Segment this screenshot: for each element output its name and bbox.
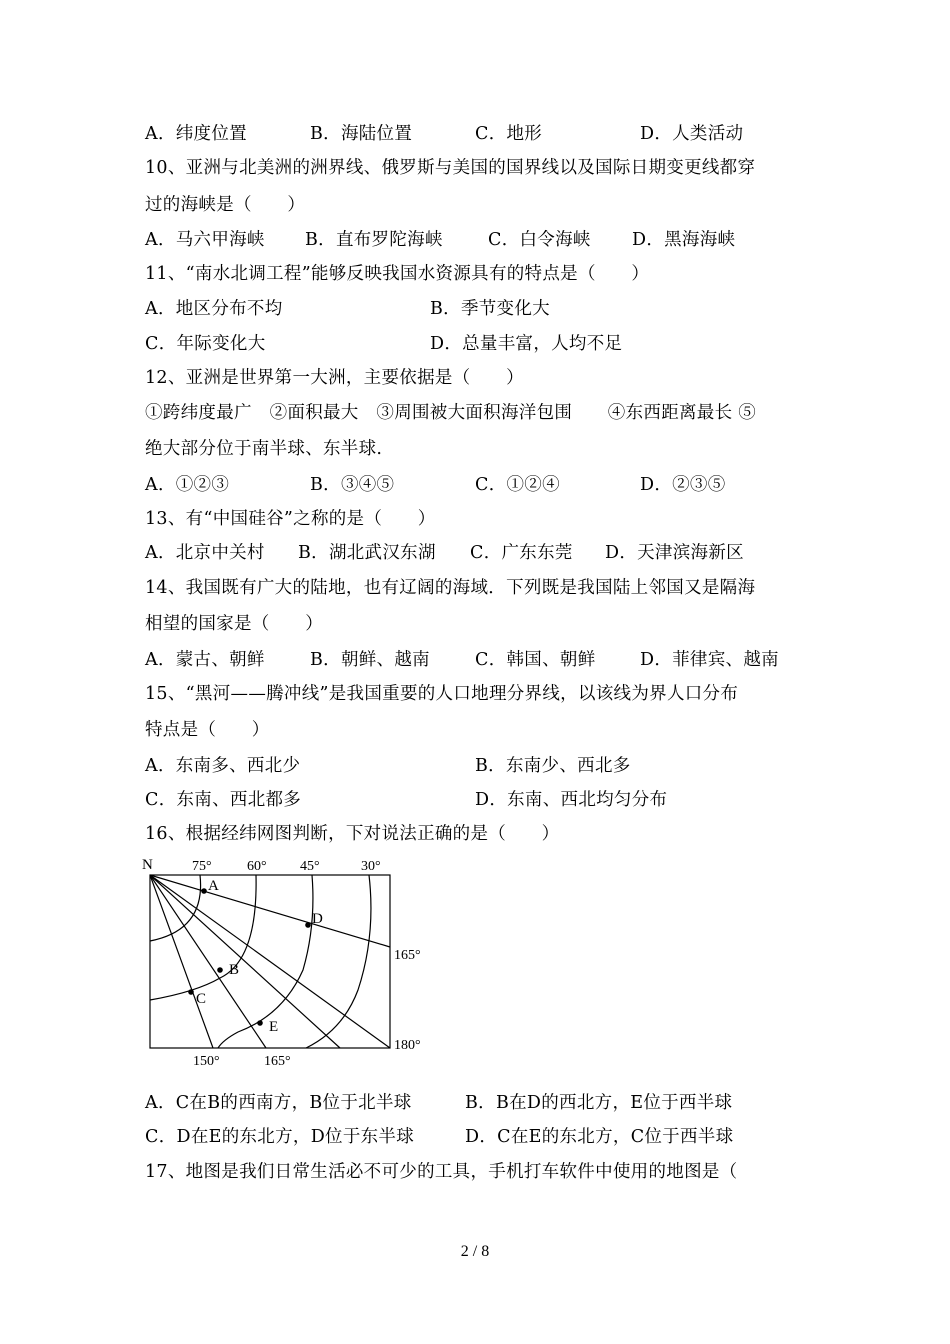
lat-label-30: 30°	[361, 859, 381, 874]
q11-stem: 11、“南水北调工程”能够反映我国水资源具有的特点是（ ）	[145, 264, 650, 284]
q9-option-a: A．纬度位置	[145, 124, 247, 144]
meridian-line	[150, 875, 213, 1048]
meridian-line	[150, 875, 340, 1048]
q11-option-d: D．总量丰富，人均不足	[430, 334, 623, 354]
q10-stem-line1: 10、亚洲与北美洲的洲界线、俄罗斯与美国的国界线以及国际日期变更线都穿	[145, 158, 756, 178]
q12-option-d: D．②③⑤	[640, 475, 726, 495]
q12-stem-line2: ①跨纬度最广 ②面积最大 ③周围被大面积海洋包围 ④东西距离最长 ⑤	[145, 403, 757, 423]
q10-option-b: B．直布罗陀海峡	[305, 230, 443, 250]
q15-stem-line2: 特点是（ ）	[145, 720, 270, 740]
q14-option-a: A．蒙古、朝鲜	[145, 650, 265, 670]
graticule-figure	[138, 850, 438, 1075]
q13-option-a: A．北京中关村	[145, 543, 265, 563]
lon-label-165-bottom: 165°	[264, 1054, 291, 1069]
meridian-line	[150, 875, 390, 947]
q16-option-a: A．C在B的西南方，B位于北半球	[145, 1093, 412, 1113]
q12-stem-line1: 12、亚洲是世界第一大洲，主要依据是（ ）	[145, 368, 524, 388]
q14-stem-line1: 14、我国既有广大的陆地，也有辽阔的海域．下列既是我国陆上邻国又是隔海	[145, 578, 756, 598]
q15-option-b: B．东南少、西北多	[475, 756, 631, 776]
point-a-label: A	[208, 878, 219, 894]
parallel-75	[150, 875, 201, 941]
lon-label-180: 180°	[394, 1038, 421, 1053]
q9-option-b: B．海陆位置	[310, 124, 413, 144]
q11-option-a: A．地区分布不均	[145, 299, 283, 319]
q10-option-a: A．马六甲海峡	[145, 230, 265, 250]
q16-stem: 16、根据经纬网图判断，下对说法正确的是（ ）	[145, 824, 560, 844]
q13-option-b: B．湖北武汉东湖	[298, 543, 436, 563]
point-b-marker	[217, 967, 223, 973]
q16-option-c: C．D在E的东北方，D位于东半球	[145, 1127, 415, 1147]
q13-option-c: C．广东东莞	[470, 543, 573, 563]
q10-option-c: C．白令海峡	[488, 230, 591, 250]
q15-option-c: C．东南、西北都多	[145, 790, 302, 810]
lat-label-60: 60°	[247, 859, 267, 874]
q11-option-b: B．季节变化大	[430, 299, 550, 319]
lon-label-165-right: 165°	[394, 948, 421, 963]
point-c-marker	[188, 989, 194, 995]
q9-option-d: D．人类活动	[640, 124, 744, 144]
lon-label-150: 150°	[193, 1054, 220, 1069]
q17-stem: 17、地图是我们日常生活必不可少的工具，手机打车软件中使用的地图是（	[145, 1162, 738, 1182]
lat-label-75: 75°	[192, 859, 212, 874]
q14-option-d: D．菲律宾、越南	[640, 650, 779, 670]
point-d-label: D	[312, 911, 323, 927]
q16-option-d: D．C在E的东北方，C位于西半球	[465, 1127, 734, 1147]
q12-option-b: B．③④⑤	[310, 475, 395, 495]
pole-label: N	[142, 857, 153, 873]
q12-option-a: A．①②③	[145, 475, 230, 495]
q12-stem-line3: 绝大部分位于南半球、东半球.	[145, 439, 383, 459]
q15-option-a: A．东南多、西北少	[145, 756, 301, 776]
q15-option-d: D．东南、西北均匀分布	[475, 790, 668, 810]
q14-option-c: C．韩国、朝鲜	[475, 650, 596, 670]
q14-stem-line2: 相望的国家是（ ）	[145, 614, 323, 634]
q10-stem-line2: 过的海峡是（ ）	[145, 195, 306, 215]
parallel-30	[306, 875, 371, 1048]
q15-stem-line1: 15、“黑河——腾冲线”是我国重要的人口地理分界线，以该线为界人口分布	[145, 684, 739, 704]
q9-option-c: C．地形	[475, 124, 543, 144]
meridian-line	[150, 875, 266, 1048]
q13-stem: 13、有“中国硅谷”之称的是（ ）	[145, 509, 436, 529]
q10-option-d: D．黑海海峡	[632, 230, 736, 250]
q13-option-d: D．天津滨海新区	[605, 543, 744, 563]
q12-option-c: C．①②④	[475, 475, 560, 495]
page-number: 2 / 8	[460, 1243, 490, 1260]
point-c-label: C	[196, 991, 207, 1007]
lat-label-45: 45°	[300, 859, 320, 874]
point-d-marker	[305, 922, 311, 928]
point-e-label: E	[269, 1019, 279, 1035]
point-a-marker	[201, 888, 207, 894]
q11-option-c: C．年际变化大	[145, 334, 266, 354]
parallel-60	[150, 875, 256, 1000]
point-e-marker	[257, 1020, 263, 1026]
q14-option-b: B．朝鲜、越南	[310, 650, 430, 670]
point-b-label: B	[229, 962, 240, 978]
q16-option-b: B．B在D的西北方，E位于西半球	[465, 1093, 733, 1113]
